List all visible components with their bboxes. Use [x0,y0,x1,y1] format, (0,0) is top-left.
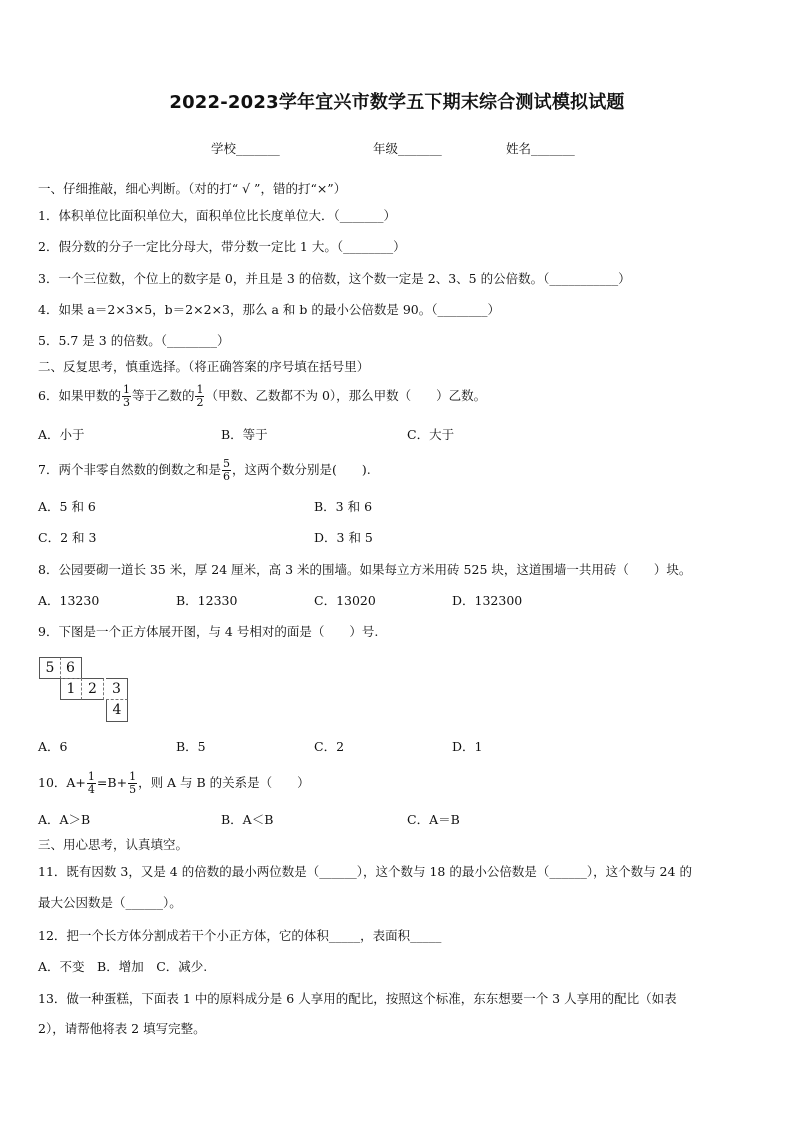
question-10-text-b: =B+ [96,775,128,790]
question-6-text-c: （甲数、乙数都不为 0），那么甲数（ ）乙数。 [205,388,487,403]
q7-option-a: A．5 和 6 [38,499,96,514]
q12-options: A．不变 B．增加 C．减少. [38,959,208,974]
q9-option-a: A．6 [38,739,68,754]
net-face-5: 5 [39,657,61,679]
q9-option-b: B．5 [176,739,206,754]
question-5: 5．5.7 是 3 的倍数。（________） [38,333,230,348]
question-10-text-a: 10．A+ [38,775,86,790]
q9-option-d: D．1 [452,739,483,754]
grade-field: 年级_______ [373,141,442,156]
question-6-text-a: 6．如果甲数的 [38,388,121,403]
question-7-text-b: ，这两个数分别是( ). [231,462,371,477]
net-face-4: 4 [106,700,128,722]
question-11-line-2: 最大公因数是（______）。 [38,895,182,910]
q6-option-b: B．等于 [221,427,268,442]
fraction-one-fifth: $\frac{1}{5}$ [129,770,137,796]
net-face-6: 6 [60,657,82,679]
question-13-line-2: 2），请帮他将表 2 填写完整。 [38,1021,206,1036]
net-face-2: 2 [82,678,104,700]
q7-option-d: D．3 和 5 [314,530,373,545]
question-10-text-c: ，则 A 与 B 的关系是（ ） [138,775,310,790]
q6-option-c: C．大于 [407,427,455,442]
net-face-3: 3 [106,678,128,700]
fraction-five-sixths: $\frac{5}{6}$ [222,457,230,483]
q6-option-a: A．小于 [38,427,85,442]
section-1-heading: 一、仔细推敲，细心判断。（对的打“ √ ”，错的打“×”） [38,181,347,196]
question-9: 9．下图是一个正方体展开图，与 4 号相对的面是（ ）号. [38,624,379,639]
fraction-one-third: $\frac{1}{3}$ [122,383,130,409]
question-10 [38,771,310,796]
school-field: 学校_______ [211,141,280,156]
question-2: 2．假分数的分子一定比分母大，带分数一定比 1 大。（________） [38,239,406,254]
question-6 [38,384,486,409]
section-2-heading: 二、反复思考，慎重选择。（将正确答案的序号填在括号里） [38,359,370,374]
question-4: 4．如果 a＝2×3×5，b＝2×2×3，那么 a 和 b 的最小公倍数是 90。（________） [38,302,500,317]
q7-option-b: B．3 和 6 [314,499,373,514]
q8-option-b: B．12330 [176,593,238,608]
net-face-1: 1 [60,678,82,700]
question-7-text-a: 7．两个非零自然数的倒数之和是 [38,462,221,477]
question-6-text-b: 等于乙数的 [131,388,195,403]
name-field: 姓名_______ [506,141,575,156]
question-1: 1．体积单位比面积单位大，面积单位比长度单位大．（_______） [38,208,396,223]
page-title: 2022-2023学年宜兴市数学五下期末综合测试模拟试题 [169,92,625,113]
q7-option-c: C．2 和 3 [38,530,97,545]
q10-option-b: B．A＜B [221,812,274,827]
q10-option-a: A．A＞B [38,812,91,827]
q10-option-c: C．A＝B [407,812,460,827]
question-12: 12．把一个长方体分割成若干个小正方体，它的体积_____，表面积_____ [38,928,442,943]
question-8: 8．公园要砌一道长 35 米，厚 24 厘米，高 3 米的围墙。如果每立方米用砖 525 块，这道围墙一共用砖（ ）块。 [38,562,692,577]
fraction-one-half: $\frac{1}{2}$ [196,383,204,409]
q8-option-a: A．13230 [38,593,100,608]
question-11-line-1: 11．既有因数 3，又是 4 的倍数的最小两位数是（______），这个数与 18 的最小公倍数是（______），这个数与 24 的 [38,864,692,879]
q8-option-c: C．13020 [314,593,376,608]
section-3-heading: 三、用心思考，认真填空。 [38,837,189,852]
fraction-one-quarter: $\frac{1}{4}$ [87,770,95,796]
question-3: 3．一个三位数，个位上的数字是 0，并且是 3 的倍数，这个数一定是 2、3、5 的公倍数。（___________） [38,271,631,286]
q8-option-d: D．132300 [452,593,523,608]
q9-option-c: C．2 [314,739,345,754]
question-7 [38,458,371,483]
question-13-line-1: 13．做一种蛋糕，下面表 1 中的原料成分是 6 人享用的配比，按照这个标准，东东想要一个 3 人享用的配比（如表 [38,991,677,1006]
